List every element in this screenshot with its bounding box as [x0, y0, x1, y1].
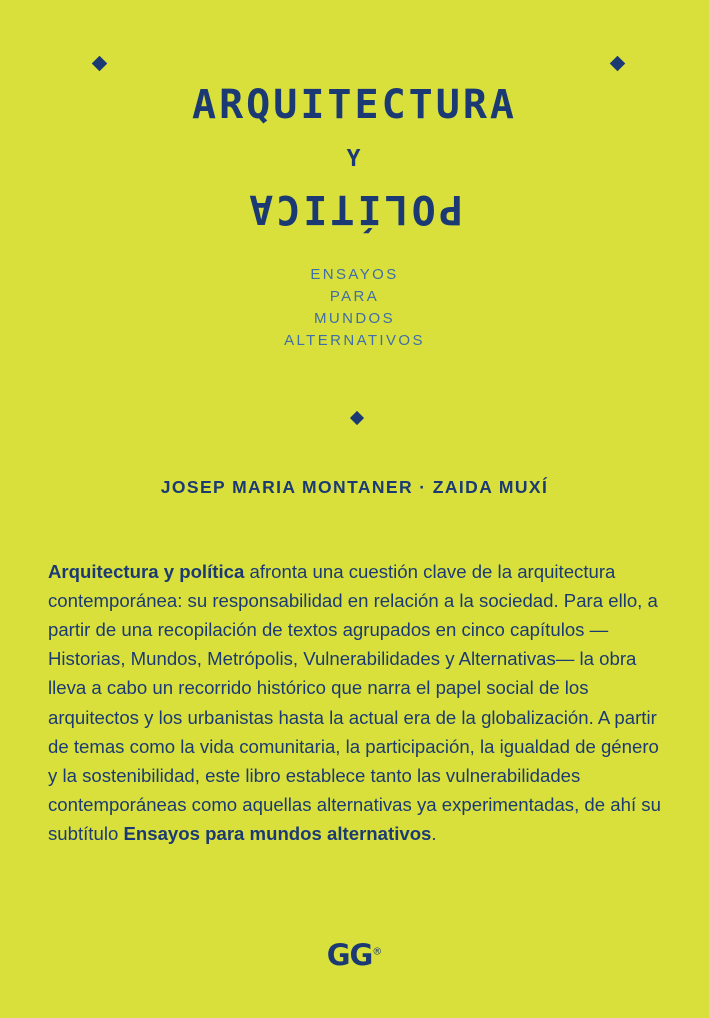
- blurb-text: [48, 557, 671, 849]
- subtitle-block: [0, 264, 709, 352]
- diamond-ornament-right: [610, 56, 626, 72]
- title-conjunction: Y: [346, 146, 363, 172]
- title-line-1: ARQUITECTURA: [192, 82, 517, 128]
- diamond-ornament-left: [92, 56, 108, 72]
- subtitle-line-3: MUNDOS: [313, 310, 396, 327]
- subtitle-line-4: ALTERNATIVOS: [284, 332, 425, 349]
- blurb-lead-title: Arquitectura y política: [48, 560, 245, 582]
- publisher-name: GG: [326, 938, 373, 972]
- blurb-body: afronta una cuestión clave de la arquitectura contemporánea: su responsabilidad en relación a la sociedad. Para ello, a partir de una recopilación de textos agrupados en cinco capítulos —Historias, Mundos, Metrópolis, Vulnerabilidades y Alternativas— la obra lleva a cabo un recorrido histórico que narra el papel social de los arquitectos y los urbanistas hasta la actual era de la globalización. A partir de temas como la vida comunitaria, la participación, la igualdad de género y la sostenibilidad, este libro establece tanto las vulnerabilidades contemporáneas como aquellas alternativas ya experimentadas, de ahí su subtítulo: [48, 560, 661, 845]
- title-block: [0, 84, 709, 232]
- diamond-ornament-center: [350, 411, 364, 425]
- subtitle-line-1: ENSAYOS: [310, 266, 399, 283]
- title-line-2-inverted: POLÍTICA: [246, 186, 463, 232]
- publisher-logo: [0, 938, 709, 972]
- blurb-subtitle-reference: Ensayos para mundos alternativos: [123, 823, 432, 845]
- subtitle-line-2: PARA: [329, 288, 380, 305]
- authors: JOSEP MARIA MONTANER · ZAIDA MUXÍ: [160, 477, 549, 497]
- blurb-end: .: [431, 823, 437, 845]
- registered-mark-icon: ®: [372, 946, 383, 958]
